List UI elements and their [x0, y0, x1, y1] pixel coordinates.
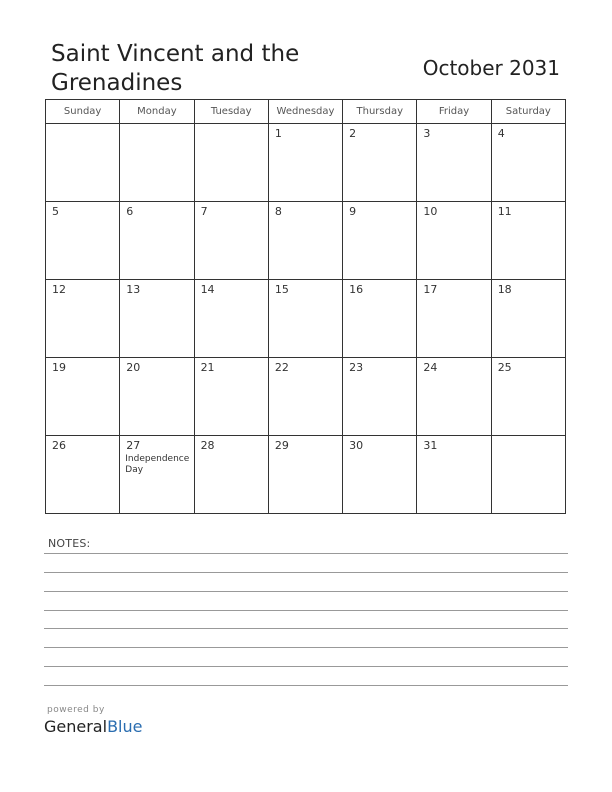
weekday-header-row	[46, 100, 566, 124]
day-cell	[417, 358, 491, 436]
brand-blue: Blue	[107, 717, 143, 736]
day-cell	[492, 436, 566, 514]
day-number: 16	[349, 283, 364, 296]
day-cell	[269, 202, 343, 280]
weekday-header: Friday	[417, 100, 491, 124]
day-cell	[417, 280, 491, 358]
day-number: 17	[423, 283, 438, 296]
day-cell	[120, 358, 194, 436]
day-cell	[46, 280, 120, 358]
day-number: 5	[52, 205, 59, 218]
day-cell	[269, 280, 343, 358]
day-number: 3	[423, 127, 431, 140]
note-line	[44, 666, 568, 667]
day-number: 30	[349, 439, 364, 452]
day-number: 28	[200, 439, 215, 452]
day-number: 21	[200, 361, 215, 374]
day-number: 26	[52, 439, 66, 452]
day-cell	[492, 124, 566, 202]
day-cell	[46, 202, 120, 280]
day-cell	[492, 280, 566, 358]
weekday-header: Wednesday	[269, 100, 343, 124]
day-number: 4	[497, 127, 505, 140]
day-number: 14	[200, 283, 215, 296]
note-line	[44, 647, 568, 648]
day-number: 7	[200, 205, 208, 218]
day-cell	[492, 358, 566, 436]
day-number: 27	[126, 439, 141, 452]
day-cell	[492, 202, 566, 280]
note-line	[44, 553, 568, 554]
brand-general: General	[44, 717, 108, 736]
day-cell	[195, 436, 269, 514]
day-cell	[46, 358, 120, 436]
day-cell	[46, 436, 120, 514]
day-number: 2	[349, 127, 357, 140]
day-cell	[343, 358, 417, 436]
day-cell	[195, 124, 269, 202]
day-cell	[46, 124, 120, 202]
day-number: 15	[274, 283, 289, 296]
note-line	[44, 685, 568, 686]
day-cell	[120, 280, 194, 358]
day-number: 22	[274, 361, 289, 374]
day-number: 23	[349, 361, 364, 374]
day-cell	[417, 124, 491, 202]
day-cell	[269, 358, 343, 436]
day-number: 31	[423, 439, 438, 452]
day-number: 10	[423, 205, 438, 218]
day-number: 20	[126, 361, 141, 374]
note-line	[44, 572, 568, 573]
day-cell	[343, 202, 417, 280]
weekday-header: Sunday	[46, 100, 120, 124]
day-number: 29	[274, 439, 289, 452]
week-row	[46, 280, 566, 358]
day-number: 25	[497, 361, 512, 374]
weekday-header: Monday	[120, 100, 194, 124]
holiday-label: Independence Day	[125, 454, 190, 475]
day-number: 8	[274, 205, 282, 218]
day-cell	[343, 436, 417, 514]
day-cell	[120, 124, 194, 202]
day-number: 19	[52, 361, 66, 374]
note-line	[44, 591, 568, 592]
week-row	[46, 202, 566, 280]
notes-label: NOTES:	[48, 537, 91, 550]
calendar-title: Saint Vincent and the Grenadines	[51, 41, 300, 96]
powered-by-text: powered by	[47, 705, 105, 715]
day-number: 11	[497, 205, 512, 218]
week-row	[46, 436, 566, 514]
day-number: 9	[349, 205, 357, 218]
note-line	[44, 610, 568, 611]
week-row	[46, 124, 566, 202]
day-number: 1	[274, 127, 282, 140]
day-number: 12	[52, 283, 66, 296]
day-cell	[269, 124, 343, 202]
day-cell	[343, 280, 417, 358]
generalblue-logo	[44, 717, 142, 737]
weekday-header: Saturday	[492, 100, 566, 124]
day-cell	[195, 202, 269, 280]
day-cell	[269, 436, 343, 514]
day-number: 6	[126, 205, 134, 218]
month-label: October 2031	[422, 56, 560, 80]
calendar-grid	[45, 99, 566, 514]
weekday-header: Thursday	[343, 100, 417, 124]
week-row	[46, 358, 566, 436]
day-cell	[417, 436, 491, 514]
day-cell	[195, 280, 269, 358]
weekday-header: Tuesday	[195, 100, 269, 124]
day-number: 18	[497, 283, 512, 296]
day-cell	[120, 436, 194, 514]
day-number: 24	[423, 361, 438, 374]
day-number: 13	[126, 283, 141, 296]
day-cell	[417, 202, 491, 280]
day-cell	[195, 358, 269, 436]
note-line	[44, 628, 568, 629]
day-cell	[343, 124, 417, 202]
day-cell	[120, 202, 194, 280]
